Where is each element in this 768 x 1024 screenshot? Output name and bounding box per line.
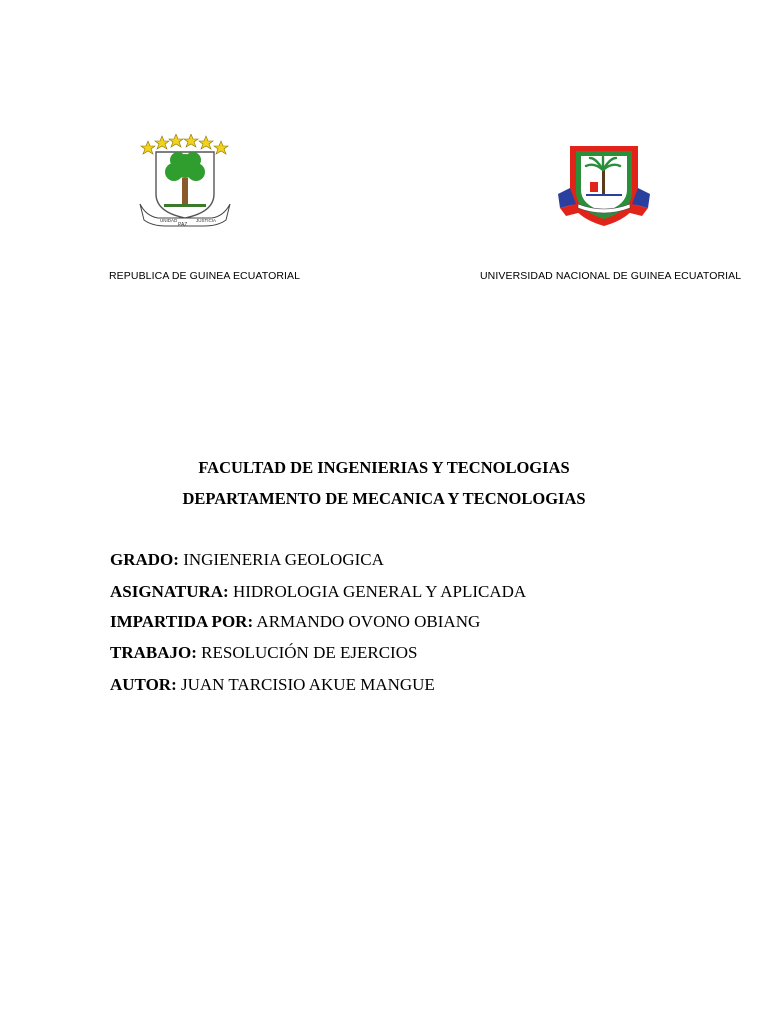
motto-right: JUSTICIA <box>196 218 217 223</box>
grado-value: INGIENERIA GEOLOGICA <box>178 550 384 569</box>
motto-center: PAZ <box>178 222 188 228</box>
coat-of-arms-icon <box>138 134 232 230</box>
university-caption: UNIVERSIDAD NACIONAL DE GUINEA ECUATORIAL <box>480 270 742 282</box>
university-crest-icon <box>556 142 652 230</box>
impartida-label: IMPARTIDA POR: <box>110 612 254 631</box>
motto-left: UNIDAD <box>160 218 178 223</box>
grado-label: GRADO: <box>110 550 179 569</box>
impartida-value: ARMANDO OVONO OBIANG <box>253 612 481 631</box>
department-heading: DEPARTAMENTO DE MECANICA Y TECNOLOGIAS <box>182 489 586 508</box>
republic-caption: REPUBLICA DE GUINEA ECUATORIAL <box>109 270 301 282</box>
info-trabajo <box>110 643 417 663</box>
trabajo-value: RESOLUCIÓN DE EJERCIOS <box>196 643 418 662</box>
info-grado <box>110 550 384 570</box>
autor-value: JUAN TARCISIO AKUE MANGUE <box>176 675 435 694</box>
asignatura-label: ASIGNATURA: <box>110 582 229 601</box>
trabajo-label: TRABAJO: <box>110 643 197 662</box>
info-autor <box>110 675 435 695</box>
faculty-heading: FACULTAD DE INGENIERIAS Y TECNOLOGIAS <box>198 458 570 477</box>
info-impartida <box>110 612 480 632</box>
info-asignatura <box>110 582 526 602</box>
asignatura-value: HIDROLOGIA GENERAL Y APLICADA <box>228 582 527 601</box>
autor-label: AUTOR: <box>110 675 177 694</box>
